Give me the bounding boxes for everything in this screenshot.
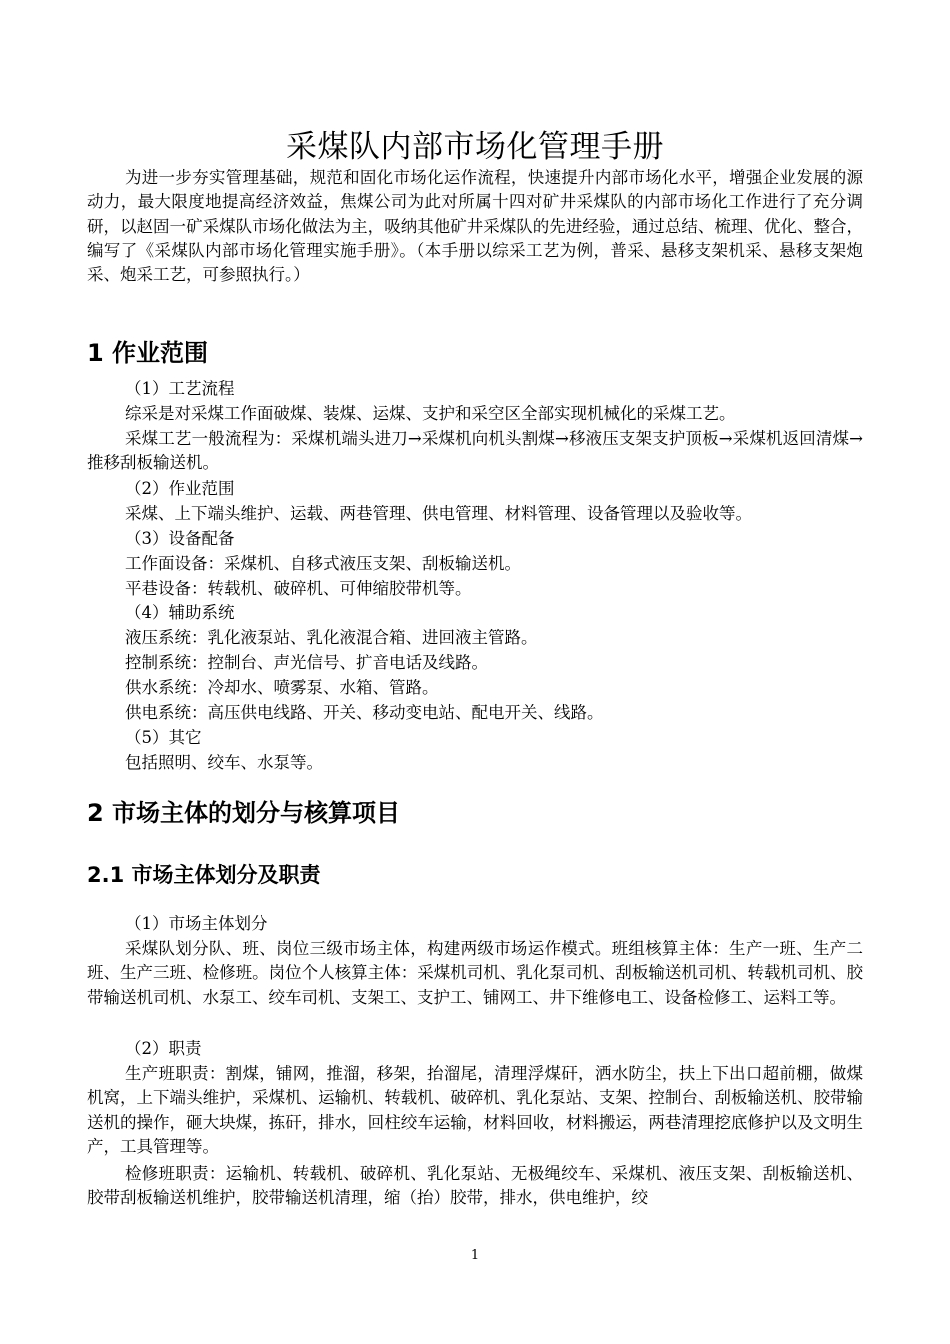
section-2-1-heading: 2.1 市场主体划分及职责 <box>87 863 321 887</box>
paragraph-scope: 采煤、上下端头维护、运载、两巷管理、供电管理、材料管理、设备管理以及验收等。 <box>125 504 752 523</box>
paragraph-process-flow: 采煤工艺一般流程为：采煤机端头进刀→采煤机向机头割煤→移液压支架支护顶板→采煤机返回清煤→推移刮板输送机。 <box>87 429 863 473</box>
paragraph-process-desc: 综采是对采煤工作面破煤、装煤、运煤、支护和采空区全部实现机械化的采煤工艺。 <box>125 404 736 423</box>
paragraph-production-duties: 生产班职责：割煤，铺网，推溜，移架，抬溜尾，清理浮煤矸，洒水防尘，扶上下出口超前棚，做煤机窝，上下端头维护，采煤机、运输机、转载机、破碎机、乳化泵站、支架、控制台、刮板输送机、胶带输送机的操作，砸大块煤，拣矸，排水，回柱绞车运输，材料回收，材料搬运，两巷清理挖底修护以及文明生产，工具管理等。 <box>87 1064 863 1156</box>
subsection-label-scope: （2）作业范围 <box>125 479 235 498</box>
section-2-heading: 2 市场主体的划分与核算项目 <box>87 799 401 827</box>
subsection-label-other: （5）其它 <box>125 728 202 747</box>
subsection-label-market-division: （1）市场主体划分 <box>125 914 268 933</box>
subsection-label-process: （1）工艺流程 <box>125 379 235 398</box>
paragraph-control-system: 控制系统：控制台、声光信号、扩音电话及线路。 <box>125 653 488 672</box>
paragraph-roadway-equipment: 平巷设备：转载机、破碎机、可伸缩胶带机等。 <box>125 579 472 598</box>
page-number: 1 <box>470 1248 480 1263</box>
subsection-label-equipment: （3）设备配备 <box>125 529 235 548</box>
section-1-heading: 1 作业范围 <box>87 339 209 367</box>
paragraph-face-equipment: 工作面设备：采煤机、自移式液压支架、刮板输送机。 <box>125 554 521 573</box>
paragraph-market-division: 采煤队划分队、班、岗位三级市场主体，构建两级市场运作模式。班组核算主体：生产一班、生产二班、生产三班、检修班。岗位个人核算主体：采煤机司机、乳化泵司机、刮板输送机司机、转载机司机、胶带输送机司机、水泵工、绞车司机、支架工、支护工、铺网工、井下维修电工、设备检修工、运料工等。 <box>87 939 863 1007</box>
subsection-label-auxiliary: （4）辅助系统 <box>125 603 235 622</box>
paragraph-other: 包括照明、绞车、水泵等。 <box>125 753 323 772</box>
paragraph-water-system: 供水系统：冷却水、喷雾泵、水箱、管路。 <box>125 678 439 697</box>
paragraph-maintenance-duties: 检修班职责：运输机、转载机、破碎机、乳化泵站、无极绳绞车、采煤机、液压支架、刮板输送机、胶带刮板输送机维护，胶带输送机清理，缩（抬）胶带，排水，供电维护，绞 <box>87 1164 863 1208</box>
intro-paragraph: 为进一步夯实管理基础，规范和固化市场化运作流程，快速提升内部市场化水平，增强企业发展的源动力，最大限度地提高经济效益，焦煤公司为此对所属十四对矿井采煤队的内部市场化工作进行了充分调研，以赵固一矿采煤队市场化做法为主，吸纳其他矿井采煤队的先进经验，通过总结、梳理、优化、整合，编写了《采煤队内部市场化管理实施手册》。（本手册以综采工艺为例，普采、悬移支架机采、悬移支架炮采、炮采工艺，可参照执行。） <box>87 168 863 285</box>
paragraph-power-system: 供电系统：高压供电线路、开关、移动变电站、配电开关、线路。 <box>125 703 604 722</box>
document-title: 采煤队内部市场化管理手册 <box>286 129 664 165</box>
subsection-label-duties: （2）职责 <box>125 1039 202 1058</box>
paragraph-hydraulic-system: 液压系统：乳化液泵站、乳化液混合箱、进回液主管路。 <box>125 628 538 647</box>
